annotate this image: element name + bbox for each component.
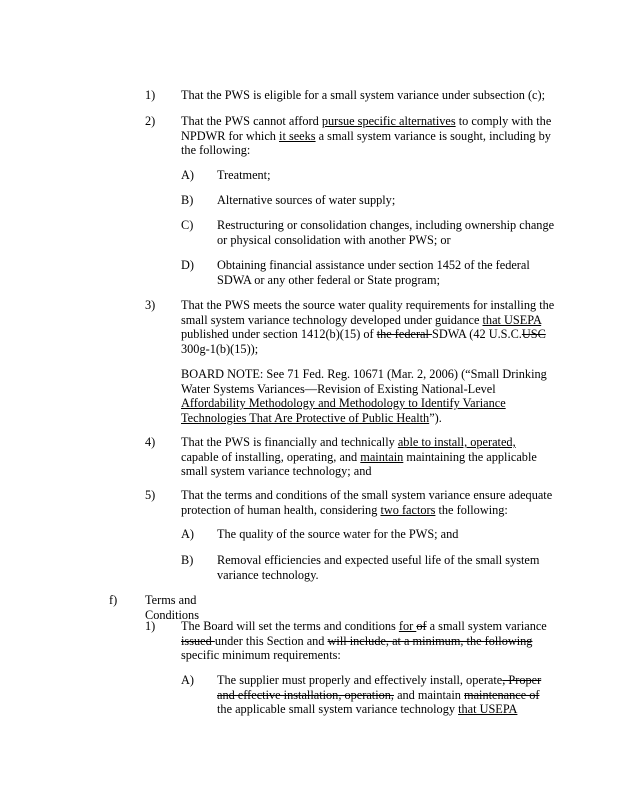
item-text: That the PWS cannot afford pursue specific alternatives to comply with the NPDWR for which it seeks a small system variance is sought, including by the following: (181, 114, 552, 158)
deleted-text: of (416, 619, 427, 633)
item-number: 3) (145, 298, 156, 312)
section-heading: Terms and Conditions (145, 593, 199, 622)
inserted-text: it seeks (279, 128, 316, 143)
item-number: B) (181, 193, 194, 207)
inserted-text: able to install, operated, (397, 435, 516, 449)
item-text: The Board will set the terms and conditions for of a small system variance issued under this Section and will include, at a minimum, the following specific minimum requirements: (181, 619, 547, 663)
item-text: The quality of the source water for the PWS; and (217, 527, 459, 541)
item-text: That the terms and conditions of the small system variance ensure adequate protection of human health, considering two factors the following: (181, 488, 553, 517)
item-text: Treatment; (217, 168, 271, 182)
inserted-text: that USEPA (482, 312, 542, 327)
deleted-text: issued (181, 633, 215, 648)
item-text: That the PWS is eligible for a small system variance under subsection (c); (181, 88, 546, 102)
item-number: 4) (145, 435, 156, 449)
item-number: 2) (145, 114, 156, 128)
section-number: f) (109, 593, 118, 607)
item-text: The supplier must properly and effectively install, operate, Proper and effective installation, operation, and maintain maintenance of the applicable small system variance technology that USEPA (217, 673, 542, 717)
item-number: 1) (145, 88, 156, 102)
inserted-text: pursue specific alternatives (321, 114, 456, 128)
deleted-text: USC (521, 327, 546, 342)
inserted-text: that USEPA (458, 702, 518, 717)
item-number: A) (181, 527, 194, 541)
deleted-text: the federal (376, 327, 432, 342)
item-number: B) (181, 553, 194, 567)
item-text: Removal efficiencies and expected useful life of the small system variance technology. (217, 553, 540, 582)
inserted-text: Affordability Methodology and Methodology to Identify Variance Technologies That Are Protective of Public Health (181, 396, 506, 425)
item-text: Restructuring or consolidation changes, including ownership change or physical consolidation with another PWS; or (217, 218, 555, 247)
item-text: Obtaining financial assistance under section 1452 of the federal SDWA or any other federal or State program; (217, 258, 530, 287)
item-number: C) (181, 218, 194, 232)
inserted-text: two factors (380, 502, 436, 517)
deleted-text: , Proper and effective installation, operation, (217, 673, 542, 702)
item-number: 5) (145, 488, 156, 502)
item-text: Alternative sources of water supply; (217, 193, 396, 207)
item-number: A) (181, 673, 194, 687)
item-number: A) (181, 168, 194, 182)
deleted-text: maintenance of (464, 687, 540, 702)
item-text: That the PWS is financially and technically able to install, operated, capable of installing, operating, and maintain maintaining the applicable small system variance technology; and (181, 435, 537, 479)
item-number: 1) (145, 619, 156, 633)
board-note: BOARD NOTE: See 71 Fed. Reg. 10671 (Mar. 2, 2006) (“Small Drinking Water Systems Variances—Revision of Existing National-Level Affordability Methodology and Methodology to Identify Variance Technologies That Are Protective of Public Health”). (181, 367, 547, 425)
inserted-text: for (398, 619, 417, 633)
deleted-text: will include, at a minimum, the following (327, 633, 533, 648)
item-number: D) (181, 258, 194, 272)
inserted-text: maintain (360, 449, 404, 464)
item-text: That the PWS meets the source water quality requirements for installing the small system variance technology developed under guidance that USEPA published under section 1412(b)(15) of the federal SDWA (42 U.S.C.USC 300g-1(b)(15)); (181, 298, 555, 356)
